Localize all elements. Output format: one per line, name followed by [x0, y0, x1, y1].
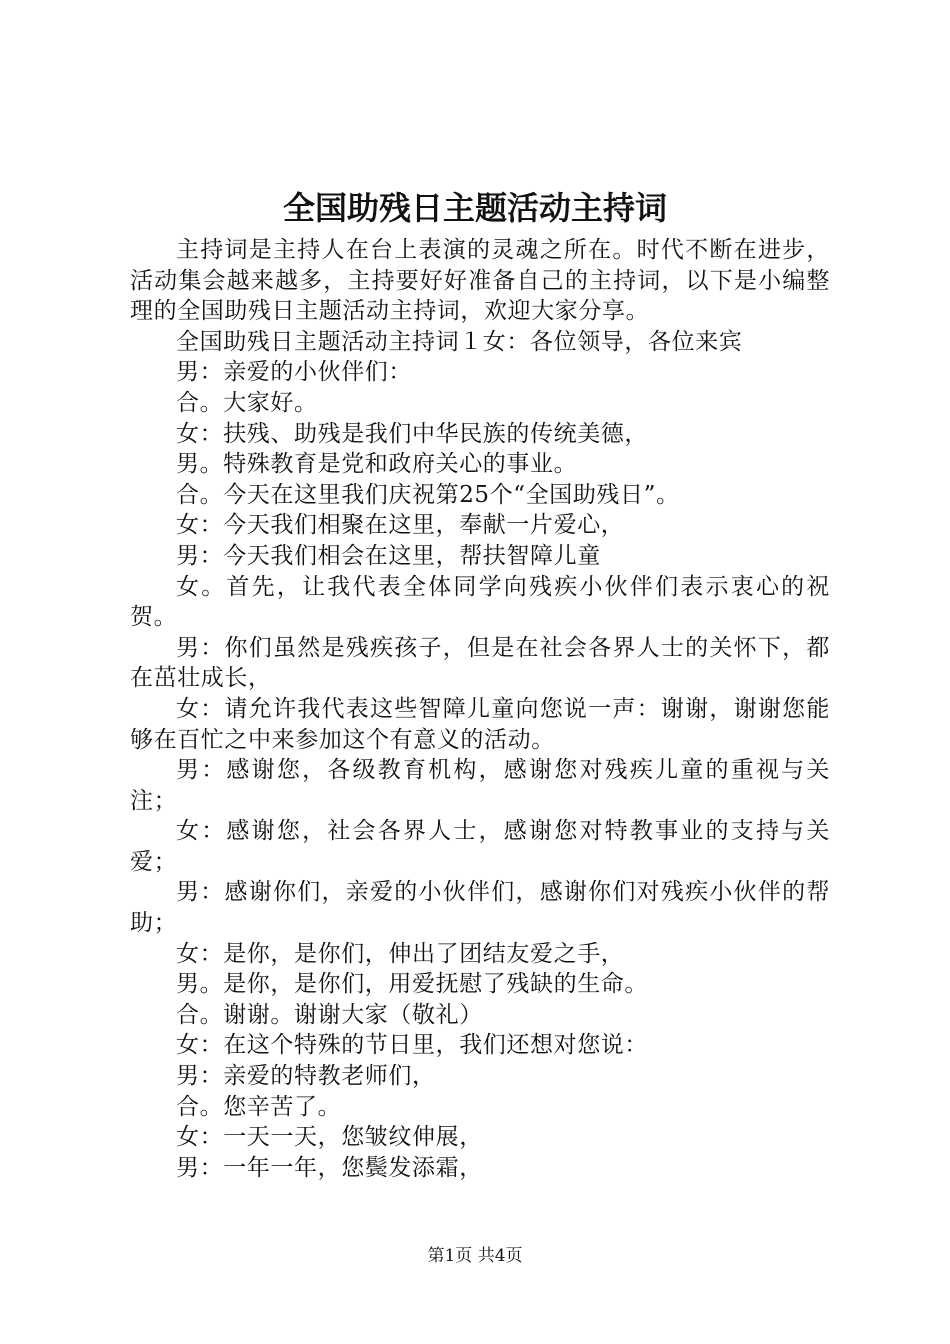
paragraph: 男：今天我们相会在这里，帮扶智障儿童: [176, 542, 601, 569]
paragraph: 合。今天在这里我们庆祝第25个“全国助残日”。: [176, 481, 680, 508]
page-number: 第1页 共4页: [427, 1246, 523, 1266]
paragraph: 男。特殊教育是党和政府关心的事业。: [176, 451, 578, 478]
paragraph: 男。是你，是你们，用爱抚慰了残缺的生命。: [176, 971, 648, 998]
paragraph: 女：一天一天，您皱纹伸展，: [176, 1124, 483, 1151]
paragraph: 合。谢谢。谢谢大家（敬礼）: [176, 1001, 483, 1028]
paragraph: 女：是你，是你们，伸出了团结友爱之手，: [176, 940, 625, 967]
paragraph: 女。首先，让我代表全体同学向残疾小伙伴们表示衷心的祝贺。: [130, 573, 830, 631]
paragraph: 男：感谢您，各级教育机构，感谢您对残疾儿童的重视与关注；: [130, 757, 830, 814]
paragraph: 女：在这个特殊的节日里，我们还想对您说：: [176, 1032, 648, 1059]
paragraph: 女：请允许我代表这些智障儿童向您说一声：谢谢，谢谢您能够在百忙之中来参加这个有意义的活动。: [130, 695, 830, 753]
paragraph: 女：扶残、助残是我们中华民族的传统美德，: [176, 420, 648, 447]
document-title: 全国助残日主题活动主持词: [282, 189, 667, 227]
page-footer: [0, 1244, 950, 1268]
paragraph: 男：一年一年，您鬓发添霜，: [176, 1154, 483, 1181]
paragraph: 主持词是主持人在台上表演的灵魂之所在。时代不断在进步，活动集会越来越多，主持要好好准备自己的主持词，以下是小编整理的全国助残日主题活动主持词，欢迎大家分享。: [130, 237, 830, 325]
paragraph: 男：亲爱的小伙伴们：: [176, 359, 412, 386]
paragraph: 男：亲爱的特教老师们，: [176, 1063, 436, 1090]
paragraph: 合。您辛苦了。: [176, 1093, 342, 1120]
paragraph: 男：感谢你们，亲爱的小伙伴们，感谢你们对残疾小伙伴的帮助；: [130, 879, 830, 937]
paragraph: 合。大家好。: [176, 389, 318, 416]
paragraph: 女：今天我们相聚在这里，奉献一片爱心，: [176, 512, 625, 539]
paragraph: 全国助残日主题活动主持词１女：各位领导，各位来宾: [176, 328, 743, 355]
document-body: [130, 235, 830, 1183]
paragraph: 男：你们虽然是残疾孩子，但是在社会各界人士的关怀下，都在茁壮成长，: [130, 634, 830, 692]
paragraph: 女：感谢您，社会各界人士，感谢您对特教事业的支持与关爱；: [130, 818, 830, 875]
